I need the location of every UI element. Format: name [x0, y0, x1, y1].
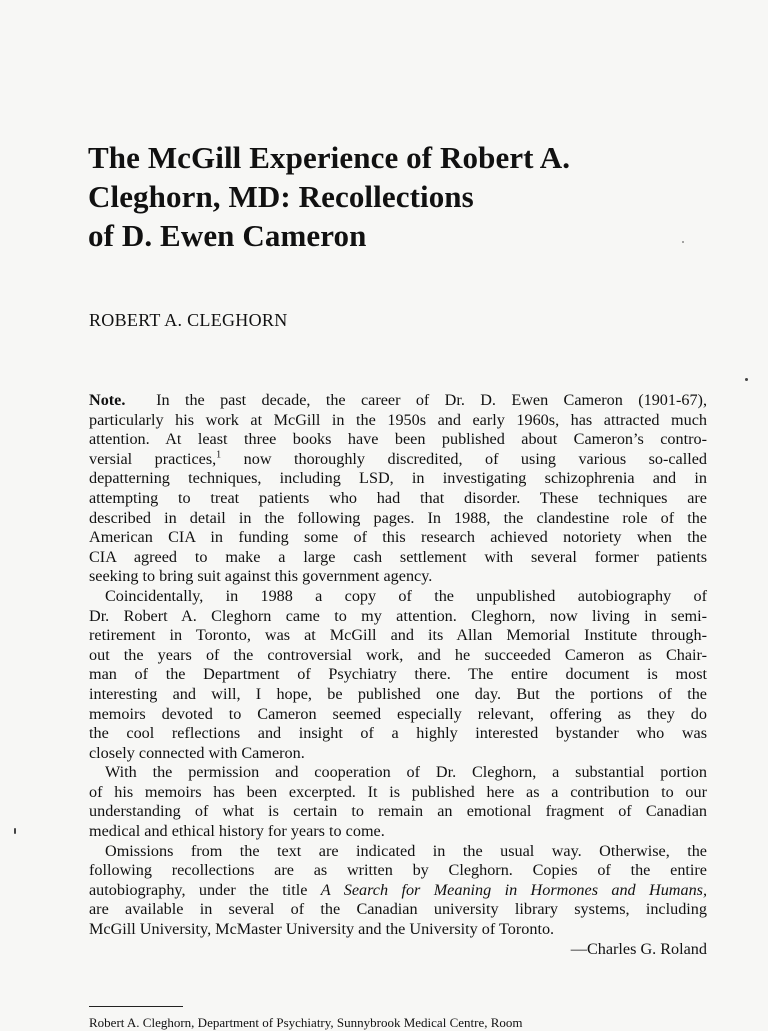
note-line: interesting and will, I hope, be published one day. But the portions of the	[89, 684, 707, 703]
note-line: following recollections are as written by Cleghorn. Copies of the entire	[89, 861, 707, 880]
note-line: man of the Department of Psychiatry there. The entire document is most	[89, 665, 707, 684]
note-line: are available in several of the Canadian university library systems, including	[89, 900, 707, 919]
note-line: Dr. Robert A. Cleghorn came to my attention. Cleghorn, now living in semi-	[89, 606, 707, 625]
note-line: attempting to treat patients who had that disorder. These techniques are	[89, 488, 707, 507]
note-line: of his memoirs has been excerpted. It is published here as a contribution to our	[89, 782, 707, 801]
note-line: the cool reflections and insight of a highly interested bystander who was	[89, 724, 707, 743]
note-line: understanding of what is certain to remain an emotional fragment of Canadian	[89, 802, 707, 821]
note-text: autobiography, under the title	[89, 880, 308, 899]
note-line: described in detail in the following pages. In 1988, the clandestine role of the	[89, 508, 707, 527]
scan-speck	[14, 828, 16, 834]
article-title	[88, 138, 728, 255]
note-label: Note.	[89, 391, 126, 409]
note-line: American CIA in funding some of this research achieved notoriety when the	[89, 528, 707, 547]
note-text: In the past decade, the career of Dr. D. Ewen Cameron (1901-67),	[156, 391, 707, 409]
footnote-reference: 1	[216, 449, 222, 461]
title-line: of D. Ewen Cameron	[88, 218, 367, 253]
note-line: out the years of the controversial work, and he succeeded Cameron as Chair-	[89, 645, 707, 664]
note-line: McGill University, McMaster University and the University of Toronto.	[89, 920, 555, 939]
note-line: closely connected with Cameron.	[89, 743, 305, 762]
footnote-text: Robert A. Cleghorn, Department of Psychiatry, Sunnybrook Medical Centre, Room	[89, 1015, 523, 1030]
note-line: CIA agreed to make a large cash settlement with several former patients	[89, 547, 707, 566]
signature: —Charles G. Roland	[570, 939, 707, 958]
note-line	[89, 450, 707, 470]
note-line: memoirs devoted to Cameron seemed especially relevant, offering as they do	[89, 704, 707, 723]
title-line: The McGill Experience of Robert A.	[88, 140, 571, 175]
note-text: versial practices,	[89, 449, 217, 468]
footnote-divider	[89, 1006, 183, 1007]
author-name: ROBERT A. CLEGHORN	[89, 310, 288, 330]
note-line: particularly his work at McGill in the 1950s and early 1960s, has attracted much	[89, 410, 707, 429]
note-text: now thoroughly discredited, of using various so-called	[243, 449, 707, 468]
note-line	[89, 391, 707, 411]
note-line: depatterning techniques, including LSD, in investigating schizophrenia and in	[89, 469, 707, 488]
title-line: Cleghorn, MD: Recollections	[88, 179, 474, 214]
note-line: retirement in Toronto, was at McGill and its Allan Memorial Institute through-	[89, 626, 707, 645]
note-line: Omissions from the text are indicated in the usual way. Otherwise, the	[105, 841, 707, 860]
book-title: A Search for Meaning in Hormones and Humans,	[320, 880, 708, 899]
note-line: Coincidentally, in 1988 a copy of the unpublished autobiography of	[105, 586, 707, 605]
note-line: medical and ethical history for years to come.	[89, 822, 385, 841]
scan-speck	[745, 378, 748, 381]
scan-speck	[682, 241, 684, 243]
note-line: With the permission and cooperation of Dr. Cleghorn, a substantial portion	[105, 763, 707, 782]
note-line: attention. At least three books have been published about Cameron’s contro-	[89, 430, 707, 449]
note-line: seeking to bring suit against this government agency.	[89, 567, 433, 586]
editor-note	[89, 391, 707, 959]
note-line	[89, 881, 707, 901]
